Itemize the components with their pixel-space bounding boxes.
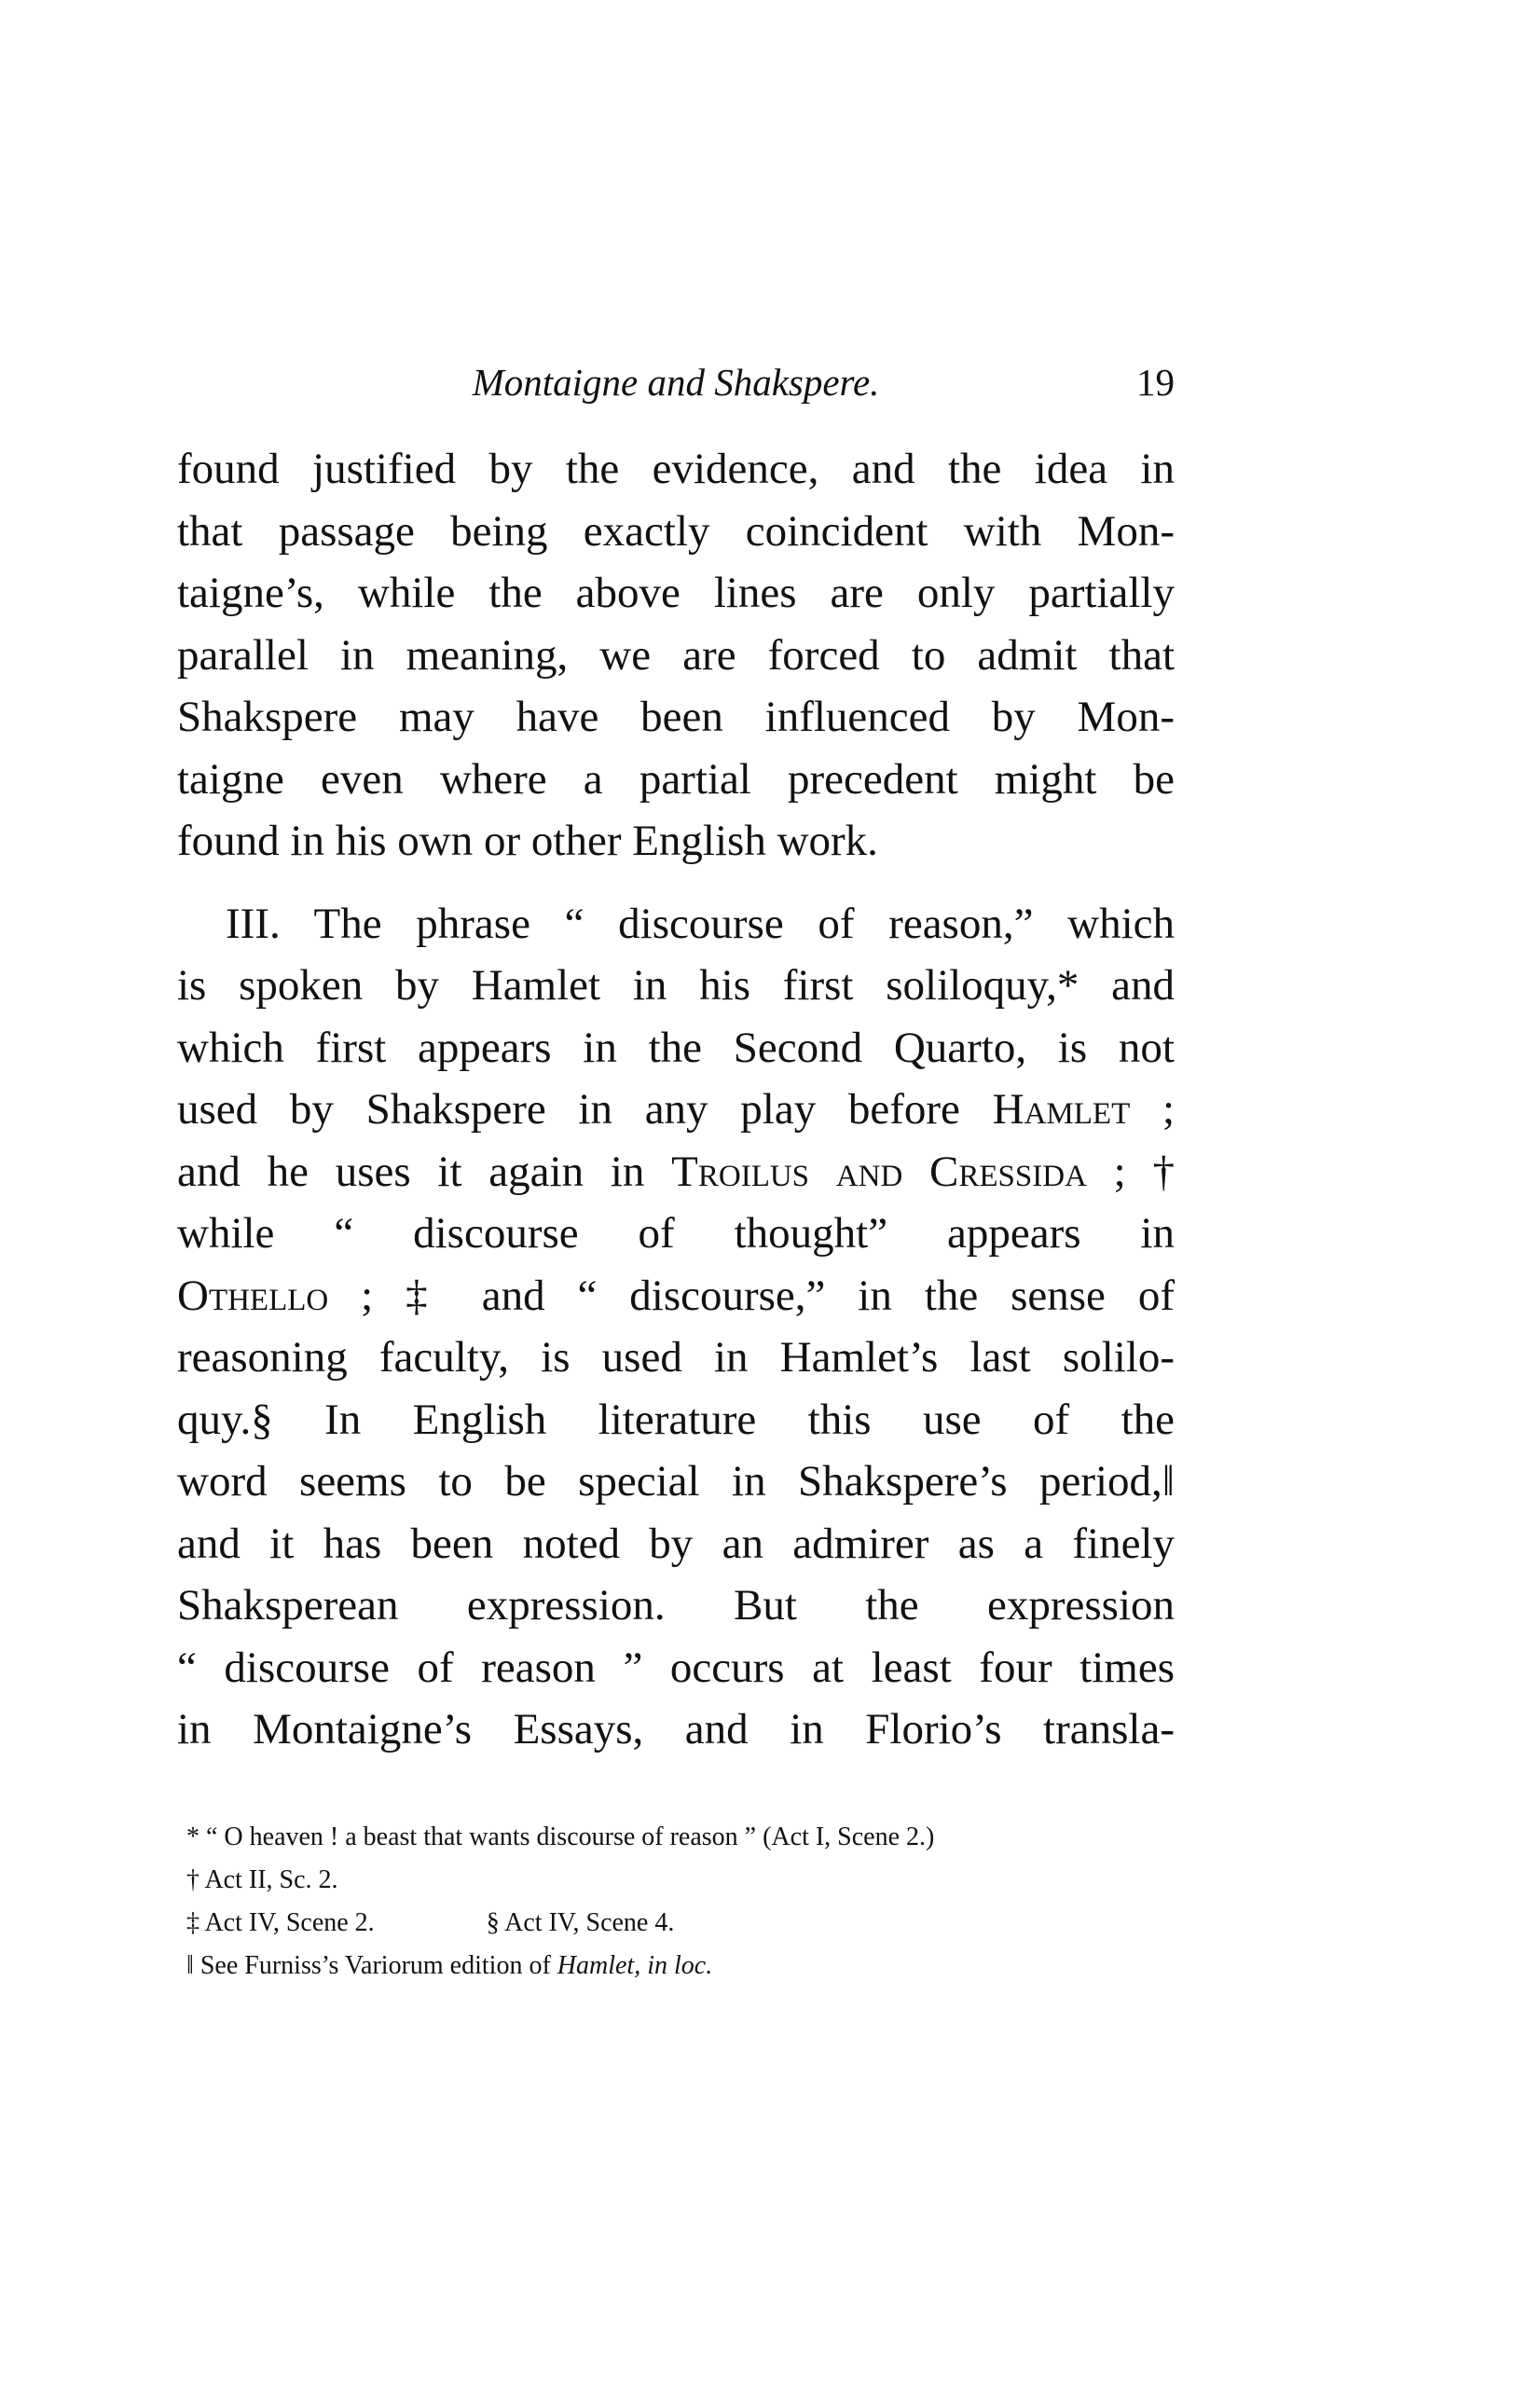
text-line: quy.§ In English literature this use of the	[177, 1395, 1175, 1444]
text-line: while “ discourse of thought” appears in	[177, 1209, 1175, 1258]
text-line: which first appears in the Second Quarto, is not	[177, 1023, 1175, 1072]
text-line	[177, 1079, 1175, 1141]
footnote: † Act II, Sc. 2.	[186, 1865, 338, 1894]
text-line: “ discourse of reason ” occurs at least four times	[177, 1643, 1175, 1692]
text-line	[177, 1265, 1175, 1327]
footnote: ‡ Act IV, Scene 2.	[186, 1908, 375, 1937]
footnotes	[177, 1816, 1175, 1987]
text-line: that passage being exactly coincident with Mon-	[177, 506, 1175, 556]
text-line: III. The phrase “ discourse of reason,” which	[226, 899, 1175, 948]
text-line	[177, 1141, 1175, 1204]
italic-citation: Hamlet, in loc.	[557, 1951, 713, 1980]
paragraph-gap	[177, 873, 1175, 893]
text-line: taigne’s, while the above lines are only partially	[177, 569, 1175, 617]
text-line: found justified by the evidence, and the idea in	[177, 445, 1175, 493]
text-line: in Montaigne’s Essays, and in Florio’s transla-	[177, 1705, 1175, 1754]
footnote: * “ O heaven ! a beast that wants discourse of reason ” (Act I, Scene 2.)	[186, 1822, 935, 1851]
text-line: word seems to be special in Shakspere’s period,‖	[177, 1457, 1175, 1506]
text-line: parallel in meaning, we are forced to admit that	[177, 630, 1175, 680]
text-line: Shakspere may have been influenced by Mon-	[177, 693, 1175, 741]
footnote-row	[177, 1902, 1175, 1945]
text-line: found in his own or other English work.	[177, 817, 878, 865]
running-title: Montaigne and Shakspere.	[472, 361, 880, 404]
body-text	[177, 438, 1175, 1761]
text-line: is spoken by Hamlet in his first soliloquy,* and	[177, 961, 1175, 1010]
text-line: Shaksperean expression. But the expression	[177, 1581, 1175, 1630]
text-run: and he uses it again in	[177, 1147, 672, 1196]
text-run: ; †	[1086, 1147, 1175, 1196]
page-number: 19	[1136, 361, 1175, 404]
text-run: ;	[1130, 1085, 1175, 1134]
text-run: used by Shakspere in any play before	[177, 1085, 993, 1134]
play-title-hamlet: Hamlet	[992, 1085, 1131, 1134]
text-run: ‖ See Furniss’s Variorum edition of	[186, 1951, 557, 1980]
play-title-troilus: Troilus and Cressida	[671, 1147, 1087, 1196]
footnote: § Act IV, Scene 4.	[486, 1908, 675, 1937]
text-line: and it has been noted by an admirer as a finely	[177, 1519, 1175, 1568]
play-title-othello: Othello	[177, 1271, 329, 1320]
footnote	[177, 1945, 1175, 1987]
text-line: taigne even where a partial precedent might be	[177, 754, 1175, 804]
text-run: ; ‡ and “ discourse,” in the sense of	[328, 1271, 1175, 1320]
running-head	[177, 354, 1175, 410]
text-line: reasoning faculty, is used in Hamlet’s last solilo-	[177, 1333, 1175, 1382]
